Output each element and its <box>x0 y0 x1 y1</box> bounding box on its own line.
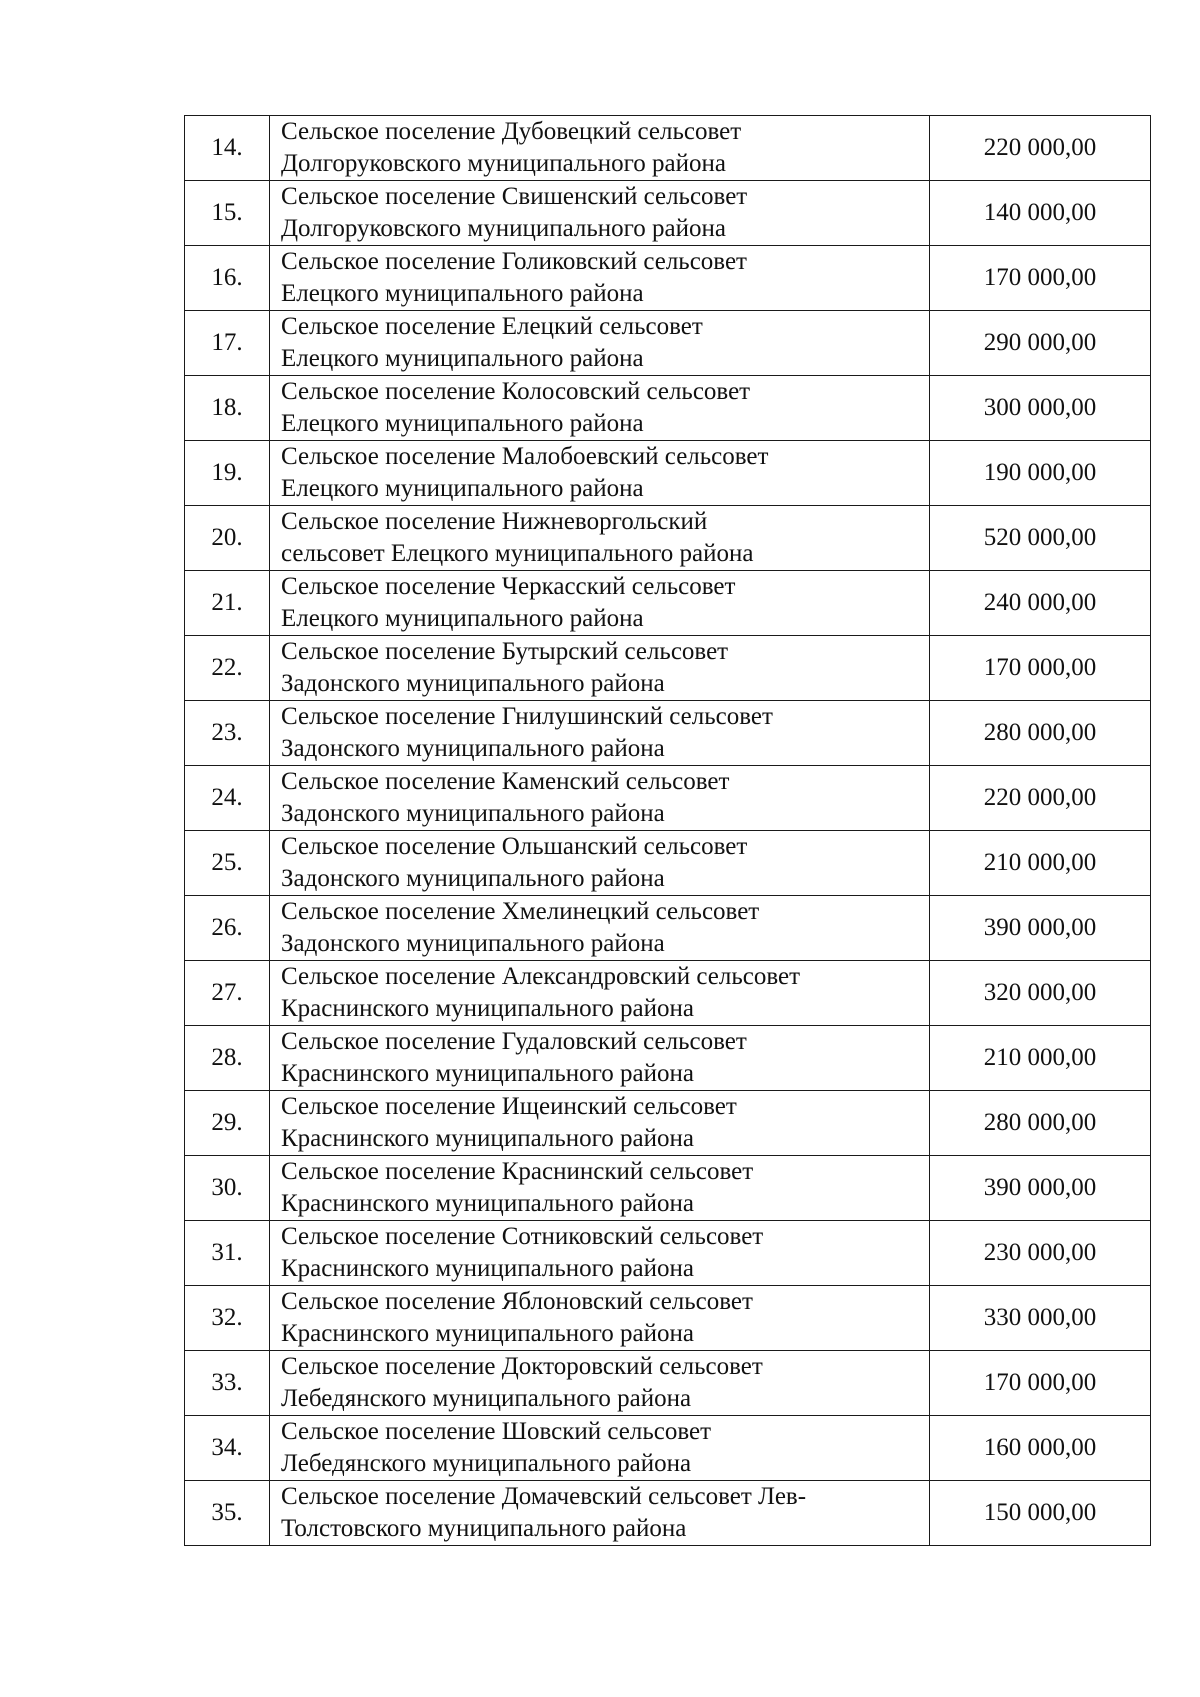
allocation-table <box>184 115 1151 1546</box>
settlement-name-text: Сельское поселение Малобоевский сельсовет Елецкого муниципального района <box>281 443 769 502</box>
row-number: 34. <box>185 1416 270 1481</box>
row-number: 30. <box>185 1156 270 1221</box>
table-row <box>185 116 1151 181</box>
table-row <box>185 1156 1151 1221</box>
row-number: 16. <box>185 246 270 311</box>
table-row <box>185 636 1151 701</box>
amount-value: 220 000,00 <box>930 766 1151 831</box>
table-row <box>185 1351 1151 1416</box>
settlement-name-text: Сельское поселение Голиковский сельсовет Елецкого муниципального района <box>281 248 747 307</box>
row-number: 25. <box>185 831 270 896</box>
amount-value: 520 000,00 <box>930 506 1151 571</box>
settlement-name <box>270 571 930 636</box>
table-row <box>185 1286 1151 1351</box>
settlement-name <box>270 506 930 571</box>
row-number: 29. <box>185 1091 270 1156</box>
amount-value: 390 000,00 <box>930 1156 1151 1221</box>
settlement-name <box>270 441 930 506</box>
table-row <box>185 896 1151 961</box>
settlement-name <box>270 831 930 896</box>
amount-value: 190 000,00 <box>930 441 1151 506</box>
table-row <box>185 1221 1151 1286</box>
amount-value: 220 000,00 <box>930 116 1151 181</box>
settlement-name-text: Сельское поселение Каменский сельсовет Задонского муниципального района <box>281 768 730 827</box>
settlement-name <box>270 1351 930 1416</box>
amount-value: 150 000,00 <box>930 1481 1151 1546</box>
settlement-name <box>270 1091 930 1156</box>
row-number: 33. <box>185 1351 270 1416</box>
settlement-name <box>270 636 930 701</box>
table-row <box>185 311 1151 376</box>
table-row <box>185 1091 1151 1156</box>
amount-value: 170 000,00 <box>930 1351 1151 1416</box>
settlement-name-text: Сельское поселение Гнилушинский сельсовет Задонского муниципального района <box>281 703 773 762</box>
settlement-name-text: Сельское поселение Черкасский сельсовет Елецкого муниципального района <box>281 573 736 632</box>
settlement-name-text: Сельское поселение Елецкий сельсовет Елецкого муниципального района <box>281 313 703 372</box>
settlement-name-text: Сельское поселение Александровский сельсовет Краснинского муниципального района <box>281 963 801 1022</box>
settlement-name-text: Сельское поселение Колосовский сельсовет Елецкого муниципального района <box>281 378 751 437</box>
row-number: 27. <box>185 961 270 1026</box>
settlement-name-text: Сельское поселение Бутырский сельсовет Задонского муниципального района <box>281 638 729 697</box>
settlement-name <box>270 1481 930 1546</box>
table-row <box>185 506 1151 571</box>
settlement-name-text: Сельское поселение Домачевский сельсовет Лев- Толстовского муниципального района <box>281 1483 807 1542</box>
allocation-table-body <box>185 116 1151 1546</box>
row-number: 26. <box>185 896 270 961</box>
table-row <box>185 246 1151 311</box>
amount-value: 160 000,00 <box>930 1416 1151 1481</box>
amount-value: 320 000,00 <box>930 961 1151 1026</box>
row-number: 20. <box>185 506 270 571</box>
amount-value: 230 000,00 <box>930 1221 1151 1286</box>
settlement-name <box>270 116 930 181</box>
settlement-name-text: Сельское поселение Гудаловский сельсовет Краснинского муниципального района <box>281 1028 747 1087</box>
settlement-name <box>270 246 930 311</box>
settlement-name-text: Сельское поселение Яблоновский сельсовет Краснинского муниципального района <box>281 1288 753 1347</box>
row-number: 24. <box>185 766 270 831</box>
row-number: 18. <box>185 376 270 441</box>
amount-value: 170 000,00 <box>930 636 1151 701</box>
row-number: 19. <box>185 441 270 506</box>
table-row <box>185 1026 1151 1091</box>
amount-value: 390 000,00 <box>930 896 1151 961</box>
table-row <box>185 961 1151 1026</box>
settlement-name-text: Сельское поселение Хмелинецкий сельсовет Задонского муниципального района <box>281 898 760 957</box>
settlement-name-text: Сельское поселение Ищеинский сельсовет Краснинского муниципального района <box>281 1093 737 1152</box>
amount-value: 280 000,00 <box>930 701 1151 766</box>
settlement-name <box>270 1026 930 1091</box>
amount-value: 210 000,00 <box>930 1026 1151 1091</box>
settlement-name <box>270 766 930 831</box>
settlement-name <box>270 701 930 766</box>
row-number: 15. <box>185 181 270 246</box>
row-number: 35. <box>185 1481 270 1546</box>
settlement-name <box>270 376 930 441</box>
settlement-name <box>270 1286 930 1351</box>
row-number: 31. <box>185 1221 270 1286</box>
row-number: 32. <box>185 1286 270 1351</box>
settlement-name-text: Сельское поселение Сотниковский сельсовет Краснинского муниципального района <box>281 1223 764 1282</box>
settlement-name-text: Сельское поселение Свишенский сельсовет Долгоруковского муниципального района <box>281 183 748 242</box>
amount-value: 280 000,00 <box>930 1091 1151 1156</box>
table-row <box>185 376 1151 441</box>
amount-value: 330 000,00 <box>930 1286 1151 1351</box>
table-row <box>185 1416 1151 1481</box>
settlement-name-text: Сельское поселение Дубовецкий сельсовет Долгоруковского муниципального района <box>281 118 742 177</box>
table-row <box>185 181 1151 246</box>
table-row <box>185 1481 1151 1546</box>
settlement-name-text: Сельское поселение Краснинский сельсовет Краснинского муниципального района <box>281 1158 754 1217</box>
settlement-name-text: Сельское поселение Нижневоргольский сельсовет Елецкого муниципального района <box>281 508 754 567</box>
table-row <box>185 701 1151 766</box>
amount-value: 210 000,00 <box>930 831 1151 896</box>
row-number: 28. <box>185 1026 270 1091</box>
row-number: 17. <box>185 311 270 376</box>
settlement-name <box>270 181 930 246</box>
row-number: 22. <box>185 636 270 701</box>
row-number: 21. <box>185 571 270 636</box>
row-number: 23. <box>185 701 270 766</box>
amount-value: 240 000,00 <box>930 571 1151 636</box>
amount-value: 140 000,00 <box>930 181 1151 246</box>
amount-value: 290 000,00 <box>930 311 1151 376</box>
amount-value: 300 000,00 <box>930 376 1151 441</box>
settlement-name <box>270 311 930 376</box>
table-row <box>185 571 1151 636</box>
table-row <box>185 766 1151 831</box>
settlement-name-text: Сельское поселение Ольшанский сельсовет Задонского муниципального района <box>281 833 748 892</box>
table-row <box>185 831 1151 896</box>
settlement-name <box>270 1156 930 1221</box>
table-row <box>185 441 1151 506</box>
amount-value: 170 000,00 <box>930 246 1151 311</box>
row-number: 14. <box>185 116 270 181</box>
settlement-name-text: Сельское поселение Шовский сельсовет Лебедянского муниципального района <box>281 1418 712 1477</box>
settlement-name-text: Сельское поселение Докторовский сельсовет Лебедянского муниципального района <box>281 1353 763 1412</box>
settlement-name <box>270 1221 930 1286</box>
settlement-name <box>270 1416 930 1481</box>
settlement-name <box>270 896 930 961</box>
settlement-name <box>270 961 930 1026</box>
